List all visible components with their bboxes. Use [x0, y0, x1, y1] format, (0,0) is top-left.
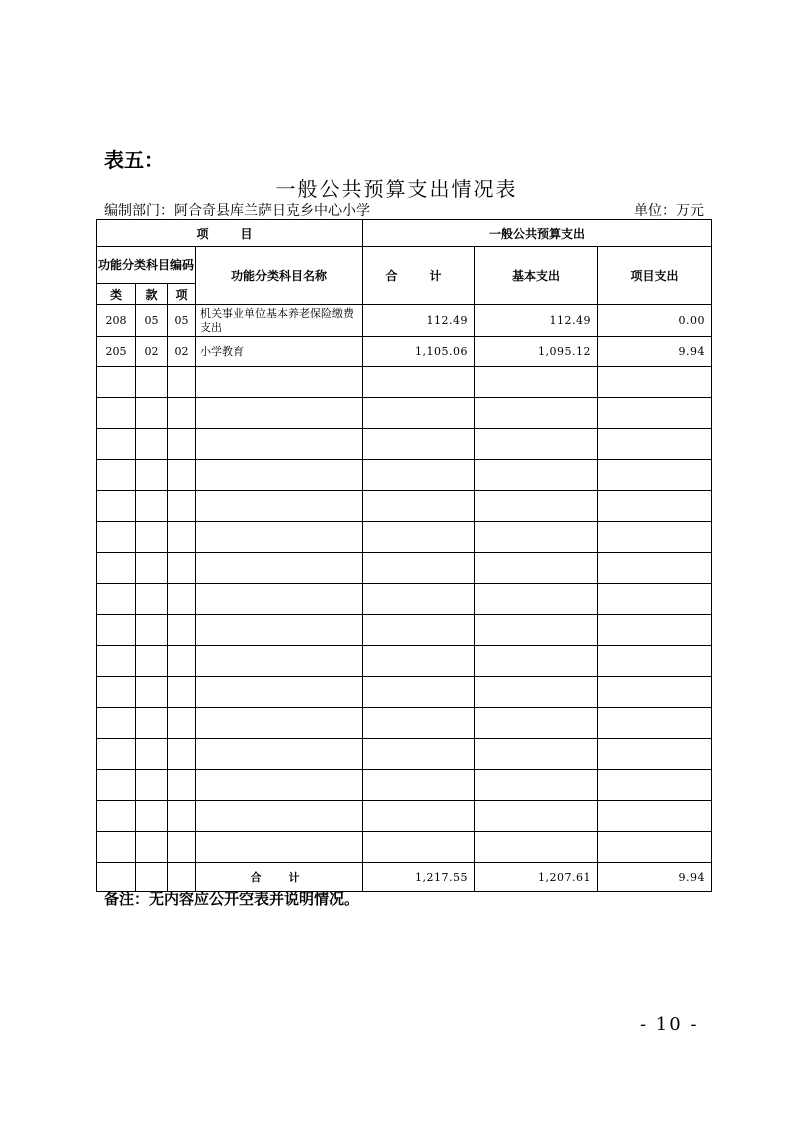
empty-row — [97, 801, 712, 832]
unit-line: 单位：万元 — [634, 203, 704, 219]
header-project: 项 目 — [97, 220, 363, 247]
empty-row — [97, 677, 712, 708]
header-name: 功能分类科目名称 — [196, 247, 363, 305]
totals-total: 1,217.55 — [363, 863, 475, 892]
table-row — [97, 305, 712, 337]
empty-row — [97, 584, 712, 615]
table-label: 表五： — [104, 148, 164, 172]
subject-name: 机关事业单位基本养老保险缴费支出 — [196, 305, 363, 337]
total-amount: 1,105.06 — [363, 337, 475, 367]
basic-amount: 112.49 — [475, 305, 598, 337]
basic-amount: 1,095.12 — [475, 337, 598, 367]
empty-row — [97, 832, 712, 863]
item-code: 02 — [168, 337, 196, 367]
totals-basic: 1,207.61 — [475, 863, 598, 892]
category-code: 205 — [97, 337, 136, 367]
meta-row — [104, 200, 704, 220]
category-code: 208 — [97, 305, 136, 337]
section-code: 05 — [136, 305, 168, 337]
empty-row — [97, 770, 712, 801]
subject-name: 小学教育 — [196, 337, 363, 367]
empty-row — [97, 367, 712, 398]
empty-row — [97, 739, 712, 770]
document-title: 一般公共预算支出情况表 — [275, 177, 518, 201]
total-amount: 112.49 — [363, 305, 475, 337]
section-code: 02 — [136, 337, 168, 367]
header-basic: 基本支出 — [475, 247, 598, 305]
totals-project: 9.94 — [598, 863, 712, 892]
empty-row — [97, 646, 712, 677]
expenditure-table — [96, 219, 712, 892]
project-amount: 9.94 — [598, 337, 712, 367]
empty-row — [97, 491, 712, 522]
project-amount: 0.00 — [598, 305, 712, 337]
header-code-group: 功能分类科目编码 — [97, 247, 196, 284]
header-project-expense: 项目支出 — [598, 247, 712, 305]
header-category: 类 — [97, 284, 136, 305]
header-section: 款 — [136, 284, 168, 305]
empty-row — [97, 615, 712, 646]
footnote: 备注：无内容应公开空表并说明情况。 — [104, 890, 360, 908]
empty-row — [97, 429, 712, 460]
empty-row — [97, 553, 712, 584]
empty-row — [97, 398, 712, 429]
empty-row — [97, 522, 712, 553]
empty-row — [97, 460, 712, 491]
header-budget-group: 一般公共预算支出 — [363, 220, 712, 247]
page-number: - 10 - — [640, 1014, 699, 1035]
organization-line: 编制部门：阿合奇县库兰萨日克乡中心小学 — [104, 203, 370, 219]
totals-label: 合 计 — [196, 863, 363, 892]
item-code: 05 — [168, 305, 196, 337]
header-total: 合 计 — [363, 247, 475, 305]
header-item: 项 — [168, 284, 196, 305]
empty-row — [97, 708, 712, 739]
table-row — [97, 337, 712, 367]
